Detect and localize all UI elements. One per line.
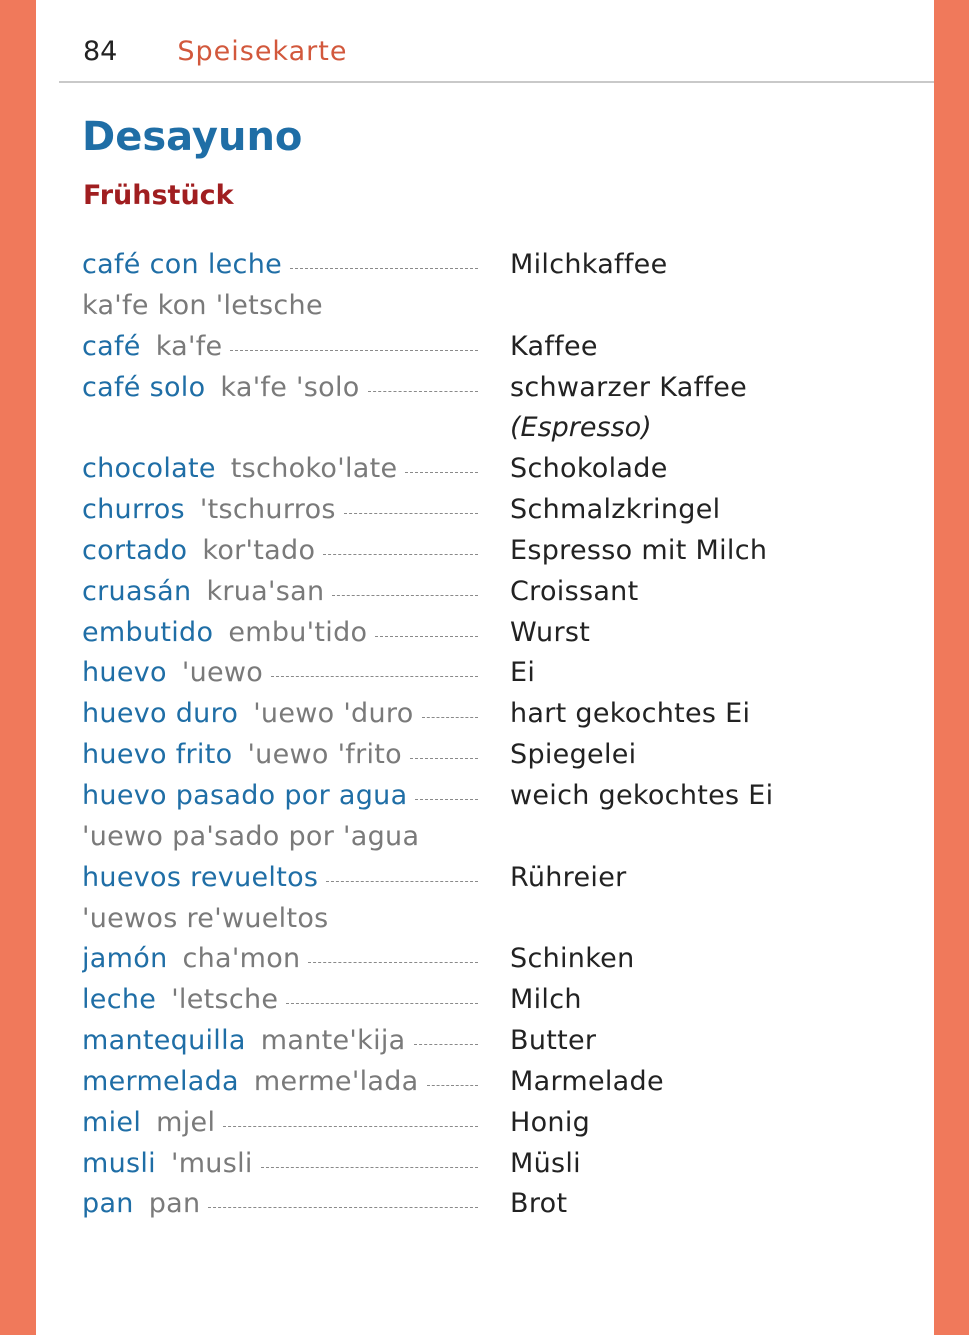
entry-term-cell xyxy=(82,858,478,899)
german-translation: Milch xyxy=(510,984,582,1016)
entry-term-cell xyxy=(82,531,478,572)
running-title: Speisekarte xyxy=(177,36,348,67)
dotted-leader xyxy=(230,350,478,351)
vocab-entry xyxy=(82,653,922,694)
entry-term-cell xyxy=(82,1184,478,1225)
page-number: 84 xyxy=(83,36,118,67)
vocab-entry xyxy=(82,368,922,409)
vocab-entry xyxy=(82,858,922,899)
pronunciation: pan xyxy=(148,1188,201,1220)
german-translation: Espresso mit Milch xyxy=(510,534,768,566)
spanish-term: cortado xyxy=(82,534,188,566)
vocab-entry xyxy=(82,449,922,490)
section-title: Desayuno xyxy=(82,114,303,160)
entry-term-cell xyxy=(82,572,478,613)
pronunciation: ka'fe xyxy=(155,330,223,362)
dotted-leader xyxy=(290,268,478,269)
spanish-term: café con leche xyxy=(82,249,283,280)
dotted-leader xyxy=(422,717,478,718)
dotted-leader xyxy=(415,799,478,800)
german-translation: Brot xyxy=(510,1188,568,1220)
pronunciation: mante'kija xyxy=(260,1025,406,1057)
vocab-entry xyxy=(82,531,922,572)
vocab-entry xyxy=(82,1062,922,1103)
entry-term-cell xyxy=(82,694,478,735)
german-translation: weich gekochtes Ei xyxy=(510,779,774,811)
german-translation: Butter xyxy=(510,1025,597,1057)
pronunciation: 'uewo 'frito xyxy=(247,739,403,771)
section-subtitle: Frühstück xyxy=(83,180,234,211)
dotted-leader xyxy=(308,962,478,963)
spanish-term: mermelada xyxy=(82,1065,239,1097)
pronunciation: mjel xyxy=(156,1106,216,1138)
pronunciation: cha'mon xyxy=(182,943,301,975)
entry-term-cell xyxy=(82,939,478,980)
vocab-entry xyxy=(82,980,922,1021)
pronunciation-line: 'uewos re'wueltos xyxy=(82,902,329,934)
spanish-term: churros xyxy=(82,494,185,526)
vocab-entry xyxy=(82,1184,922,1225)
pronunciation: krua'san xyxy=(206,575,325,607)
dotted-leader xyxy=(208,1207,478,1208)
entry-term-cell xyxy=(82,776,478,817)
vocab-entry xyxy=(82,776,922,817)
german-translation: Ei xyxy=(510,657,536,689)
pronunciation: 'uewo 'duro xyxy=(253,698,414,730)
vocab-entry xyxy=(82,572,922,613)
dotted-leader xyxy=(410,758,478,759)
header-rule xyxy=(59,81,934,83)
vocab-entry xyxy=(82,939,922,980)
german-translation: Honig xyxy=(510,1106,591,1138)
dotted-leader xyxy=(375,636,478,637)
spanish-term: huevo duro xyxy=(82,698,239,730)
vocab-entry xyxy=(82,1144,922,1185)
dotted-leader xyxy=(332,595,478,596)
pronunciation-line: 'uewo pa'sado por 'agua xyxy=(82,820,420,852)
pronunciation: ka'fe 'solo xyxy=(220,371,360,403)
dotted-leader xyxy=(414,1044,478,1045)
dotted-leader xyxy=(344,513,478,514)
pronunciation: 'letsche xyxy=(171,984,279,1016)
spanish-term: cruasán xyxy=(82,575,192,607)
german-translation: Marmelade xyxy=(510,1065,664,1097)
entry-term-cell xyxy=(82,613,478,654)
entry-term-cell xyxy=(82,245,478,286)
entry-term-cell xyxy=(82,1062,478,1103)
vocab-entry xyxy=(82,245,922,286)
spanish-term: huevo pasado por agua xyxy=(82,779,408,811)
vocab-entry xyxy=(82,327,922,368)
german-translation: Schmalzkringel xyxy=(510,494,721,526)
pronunciation: 'uewo xyxy=(181,657,264,689)
spanish-term: embutido xyxy=(82,616,214,648)
german-translation: Schokolade xyxy=(510,453,668,485)
entry-term-cell xyxy=(82,449,478,490)
dotted-leader xyxy=(368,391,478,392)
german-translation: schwarzer Kaffee xyxy=(510,371,748,403)
german-translation: hart gekochtes Ei xyxy=(510,698,751,730)
page-header xyxy=(83,36,347,76)
spanish-term: café xyxy=(82,330,141,362)
dotted-leader xyxy=(326,881,478,882)
entry-term-cell xyxy=(82,1144,478,1185)
entry-term-cell xyxy=(82,490,478,531)
german-translation: Wurst xyxy=(510,616,591,648)
vocab-entry xyxy=(82,1103,922,1144)
pronunciation: 'musli xyxy=(170,1147,253,1179)
spanish-term: jamón xyxy=(82,943,168,975)
pronunciation: kor'tado xyxy=(202,534,316,566)
spanish-term: mantequilla xyxy=(82,1025,246,1057)
entry-term-cell xyxy=(82,735,478,776)
entry-term-cell xyxy=(82,368,478,409)
dotted-leader xyxy=(223,1126,478,1127)
vocabulary-list xyxy=(82,245,922,1225)
german-translation: Schinken xyxy=(510,943,635,975)
german-translation: Müsli xyxy=(510,1147,581,1179)
vocab-entry xyxy=(82,1021,922,1062)
spanish-term: leche xyxy=(82,984,157,1016)
german-translation: Rühreier xyxy=(510,861,627,893)
spanish-term: huevo frito xyxy=(82,739,233,771)
dotted-leader xyxy=(323,554,478,555)
spanish-term: huevo xyxy=(82,657,167,689)
dotted-leader xyxy=(405,472,478,473)
vocab-entry xyxy=(82,694,922,735)
page xyxy=(36,0,934,1335)
pronunciation: tschoko'late xyxy=(230,453,398,485)
translation-note: (Espresso) xyxy=(510,412,652,444)
pronunciation: embu'tido xyxy=(228,616,368,648)
pronunciation: merme'lada xyxy=(253,1065,419,1097)
dotted-leader xyxy=(427,1085,479,1086)
german-translation: Croissant xyxy=(510,575,639,607)
spanish-term: miel xyxy=(82,1106,142,1138)
spanish-term: musli xyxy=(82,1147,156,1179)
vocab-entry xyxy=(82,613,922,654)
entry-term-cell xyxy=(82,980,478,1021)
dotted-leader xyxy=(261,1167,478,1168)
entry-term-cell xyxy=(82,653,478,694)
german-translation: Spiegelei xyxy=(510,739,637,771)
spanish-term: huevos revueltos xyxy=(82,861,319,893)
spanish-term: chocolate xyxy=(82,453,216,485)
pronunciation-line: ka'fe kon 'letsche xyxy=(82,289,323,321)
entry-term-cell xyxy=(82,327,478,368)
vocab-entry xyxy=(82,735,922,776)
german-translation: Kaffee xyxy=(510,330,598,362)
german-translation: Milchkaffee xyxy=(510,249,668,280)
entry-term-cell xyxy=(82,1103,478,1144)
spanish-term: café solo xyxy=(82,371,206,403)
vocab-entry xyxy=(82,490,922,531)
spanish-term: pan xyxy=(82,1188,134,1220)
dotted-leader xyxy=(271,676,478,677)
entry-term-cell xyxy=(82,1021,478,1062)
pronunciation: 'tschurros xyxy=(199,494,336,526)
dotted-leader xyxy=(286,1003,478,1004)
